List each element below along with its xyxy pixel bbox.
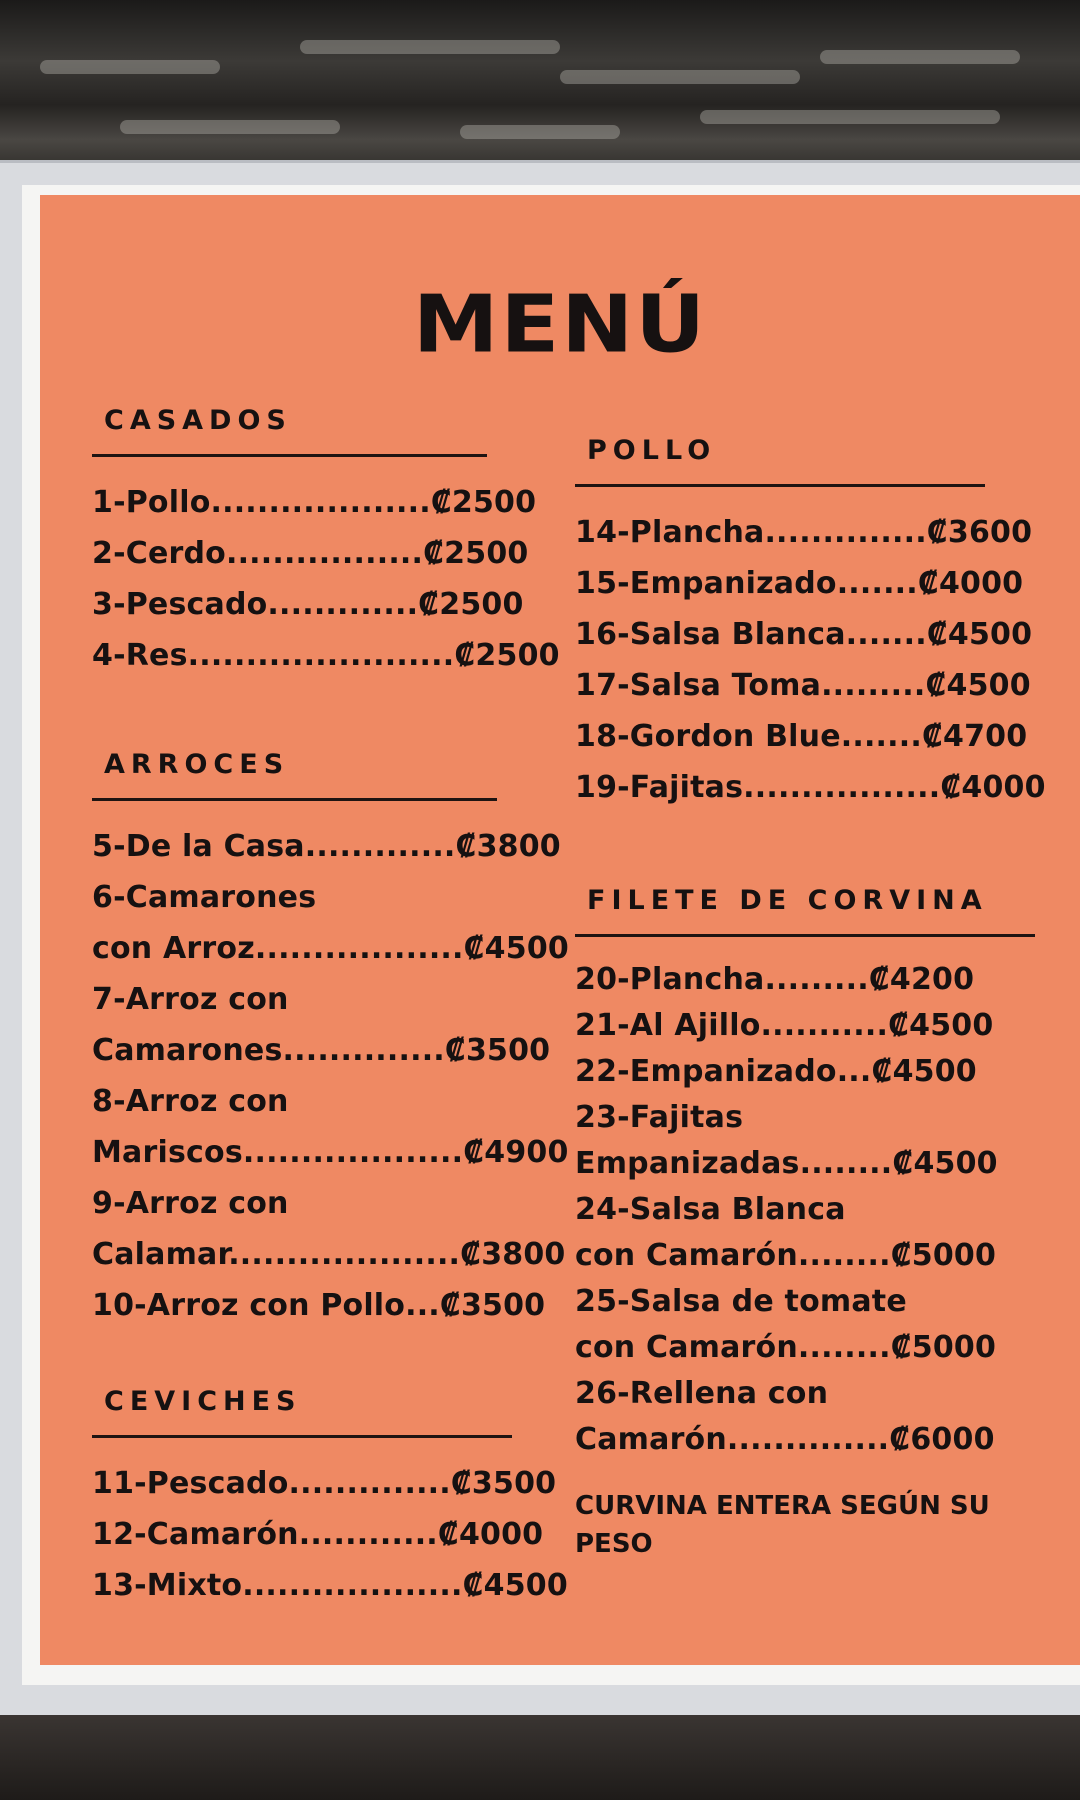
menu-item: 20-Plancha.........₡4200 bbox=[575, 962, 975, 997]
section-corvina bbox=[575, 885, 1045, 1563]
menu-item: 8-Arroz con bbox=[92, 1084, 289, 1119]
section-divider bbox=[575, 484, 985, 487]
menu-item: Empanizadas........₡4500 bbox=[575, 1146, 998, 1181]
section-heading: ARROCES bbox=[104, 749, 290, 780]
surface-texture bbox=[560, 70, 800, 84]
menu-item: 19-Fajitas.................₡4000 bbox=[575, 770, 1046, 805]
menu-item: 9-Arroz con bbox=[92, 1186, 289, 1221]
section-divider bbox=[92, 1435, 512, 1438]
surface-texture bbox=[40, 60, 220, 74]
section-arroces bbox=[92, 749, 569, 1331]
menu-item: 24-Salsa Blanca bbox=[575, 1192, 846, 1227]
menu-item: 11-Pescado..............₡3500 bbox=[92, 1466, 557, 1501]
menu-item: 5-De la Casa.............₡3800 bbox=[92, 829, 561, 864]
menu-item: 22-Empanizado...₡4500 bbox=[575, 1054, 977, 1089]
menu-item: 14-Plancha..............₡3600 bbox=[575, 515, 1033, 550]
surface-texture bbox=[700, 110, 1000, 124]
section-heading: POLLO bbox=[587, 435, 717, 466]
menu-item: 23-Fajitas bbox=[575, 1100, 744, 1135]
section-divider bbox=[92, 454, 487, 457]
section-divider bbox=[575, 934, 1035, 937]
section-heading: CEVICHES bbox=[104, 1386, 302, 1417]
menu-item: 6-Camarones bbox=[92, 880, 317, 915]
menu-item: 3-Pescado.............₡2500 bbox=[92, 587, 524, 622]
menu-item: 12-Camarón............₡4000 bbox=[92, 1517, 544, 1552]
menu-item: Calamar....................₡3800 bbox=[92, 1237, 566, 1272]
section-heading: CASADOS bbox=[104, 405, 292, 436]
menu-title: MENÚ bbox=[412, 279, 708, 371]
section-divider bbox=[92, 798, 497, 801]
menu-item: con Arroz..................₡4500 bbox=[92, 931, 569, 966]
surface-texture bbox=[820, 50, 1020, 64]
menu-item: 10-Arroz con Pollo...₡3500 bbox=[92, 1288, 546, 1323]
menu-item: Camarones..............₡3500 bbox=[92, 1033, 551, 1068]
surface-texture bbox=[460, 125, 620, 139]
menu-item: 2-Cerdo.................₡2500 bbox=[92, 536, 529, 571]
table-edge bbox=[0, 1715, 1080, 1800]
section-ceviches bbox=[92, 1386, 568, 1611]
menu-item: 16-Salsa Blanca.......₡4500 bbox=[575, 617, 1033, 652]
right-column bbox=[575, 435, 1045, 1563]
section-casados bbox=[92, 405, 560, 681]
menu-item: 26-Rellena con bbox=[575, 1376, 829, 1411]
menu-item: Mariscos...................₡4900 bbox=[92, 1135, 569, 1170]
surface-texture bbox=[120, 120, 340, 134]
menu-item: 13-Mixto...................₡4500 bbox=[92, 1568, 568, 1603]
corvina-note: CURVINA ENTERA SEGÚN SU PESO bbox=[575, 1491, 990, 1559]
left-column bbox=[92, 405, 569, 1611]
menu-item: con Camarón........₡5000 bbox=[575, 1238, 997, 1273]
surface-texture bbox=[300, 40, 560, 54]
menu-item: 15-Empanizado.......₡4000 bbox=[575, 566, 1024, 601]
menu-item: 7-Arroz con bbox=[92, 982, 289, 1017]
menu-item: 25-Salsa de tomate bbox=[575, 1284, 907, 1319]
menu-item: 17-Salsa Toma.........₡4500 bbox=[575, 668, 1031, 703]
menu-card bbox=[40, 195, 1080, 1665]
table-surface bbox=[0, 0, 1080, 175]
menu-item: 18-Gordon Blue.......₡4700 bbox=[575, 719, 1028, 754]
menu-item: 4-Res.......................₡2500 bbox=[92, 638, 560, 673]
menu-item: 1-Pollo...................₡2500 bbox=[92, 485, 537, 520]
menu-item: Camarón..............₡6000 bbox=[575, 1422, 995, 1457]
section-heading: FILETE DE CORVINA bbox=[587, 885, 988, 916]
section-pollo bbox=[575, 435, 1045, 813]
menu-item: con Camarón........₡5000 bbox=[575, 1330, 997, 1365]
menu-item: 21-Al Ajillo...........₡4500 bbox=[575, 1008, 994, 1043]
